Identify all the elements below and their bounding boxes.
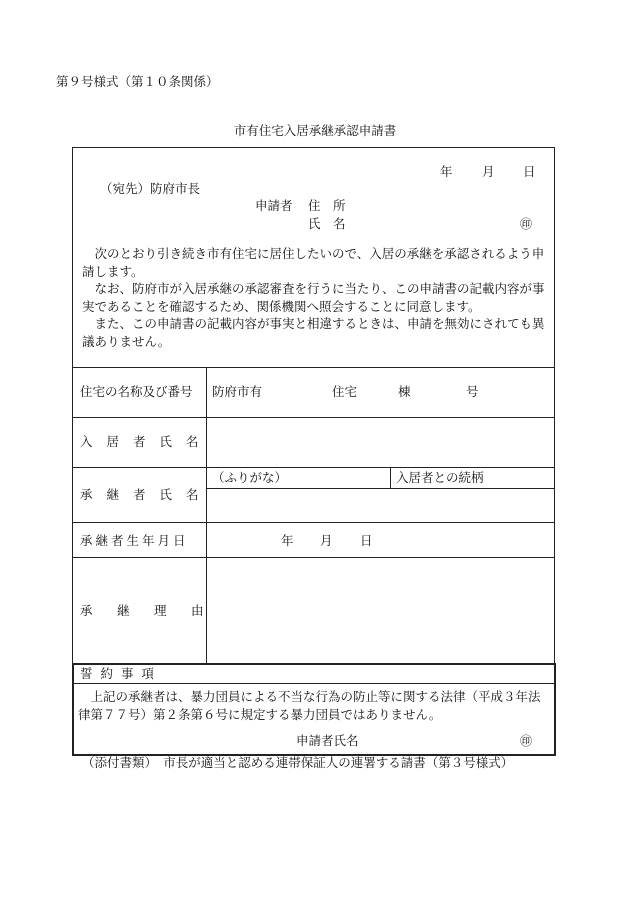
birth-month: 月 (320, 533, 333, 548)
successor-name-label: 承 継 者 氏 名 (80, 487, 204, 502)
resident-name-label: 入 居 者 氏 名 (80, 434, 204, 449)
birth-year: 年 (281, 533, 294, 548)
relationship-divider (390, 467, 391, 488)
furigana-divider (206, 488, 554, 489)
housing-suffix: 住宅 (332, 384, 358, 399)
housing-number: 号 (466, 384, 479, 399)
pledge-signature-label: 申請者氏名 (296, 733, 359, 748)
pledge-heading: 誓 約 事 項 (80, 666, 156, 681)
pledge-seal-mark: ㊞ (520, 734, 533, 748)
row-divider (72, 467, 554, 468)
pledge-statement (78, 688, 550, 723)
succession-reason-label: 承 継 理 由 (80, 603, 210, 618)
row-divider (72, 367, 554, 368)
document-title: 市有住宅入居承継承認申請書 (233, 123, 397, 138)
successor-name-field[interactable] (210, 492, 550, 518)
request-statement (82, 245, 552, 350)
resident-name-field[interactable] (210, 424, 550, 460)
label-column-divider (206, 367, 207, 663)
relationship-label: 入居者との続柄 (396, 470, 484, 485)
housing-building: 棟 (398, 384, 411, 399)
statement-paragraph-3: また、この申請書の記載内容が事実と相違するときは、申請を無効にされても異議ありません。 (82, 316, 545, 349)
form-number: 第９号様式（第１０条関係） (56, 74, 219, 89)
date-month: 月 (482, 164, 495, 179)
housing-label: 住宅の名称及び番号 (80, 384, 193, 399)
address-label: 住 所 (308, 198, 346, 213)
date-year: 年 (440, 164, 453, 179)
birthdate-label: 承継者生年月日 (80, 533, 189, 548)
name-label: 氏 名 (308, 216, 346, 231)
seal-mark: ㊞ (520, 217, 533, 231)
succession-reason-field[interactable] (210, 562, 550, 658)
birth-day: 日 (360, 533, 373, 548)
attachments-note: （添付書類） 市長が適当と認める連帯保証人の連署する請書（第３号様式） (82, 755, 514, 770)
pledge-text: 上記の承継者は、暴力団員による不当な行為の防止等に関する法律（平成３年法律第７７号）第２条第６号に規定する暴力団員ではありません。 (78, 689, 541, 722)
housing-prefix: 防府市有 (212, 384, 263, 399)
statement-paragraph-2: なお、防府市が入居承継の承認審査を行うに当たり、この申請書の記載内容が事実であることを確認するため、関係機関へ照会することに同意します。 (82, 281, 545, 314)
pledge-divider (74, 683, 554, 684)
furigana-label: （ふりがな） (212, 470, 288, 485)
addressee: （宛先）防府市長 (100, 181, 201, 196)
date-day: 日 (523, 164, 536, 179)
row-divider (72, 522, 554, 523)
statement-paragraph-1: 次のとおり引き続き市有住宅に居住したいので、入居の承継を承認されるよう申請します。 (82, 246, 545, 279)
applicant-label: 申請者 (255, 198, 293, 213)
row-divider (72, 417, 554, 418)
row-divider (72, 557, 554, 558)
